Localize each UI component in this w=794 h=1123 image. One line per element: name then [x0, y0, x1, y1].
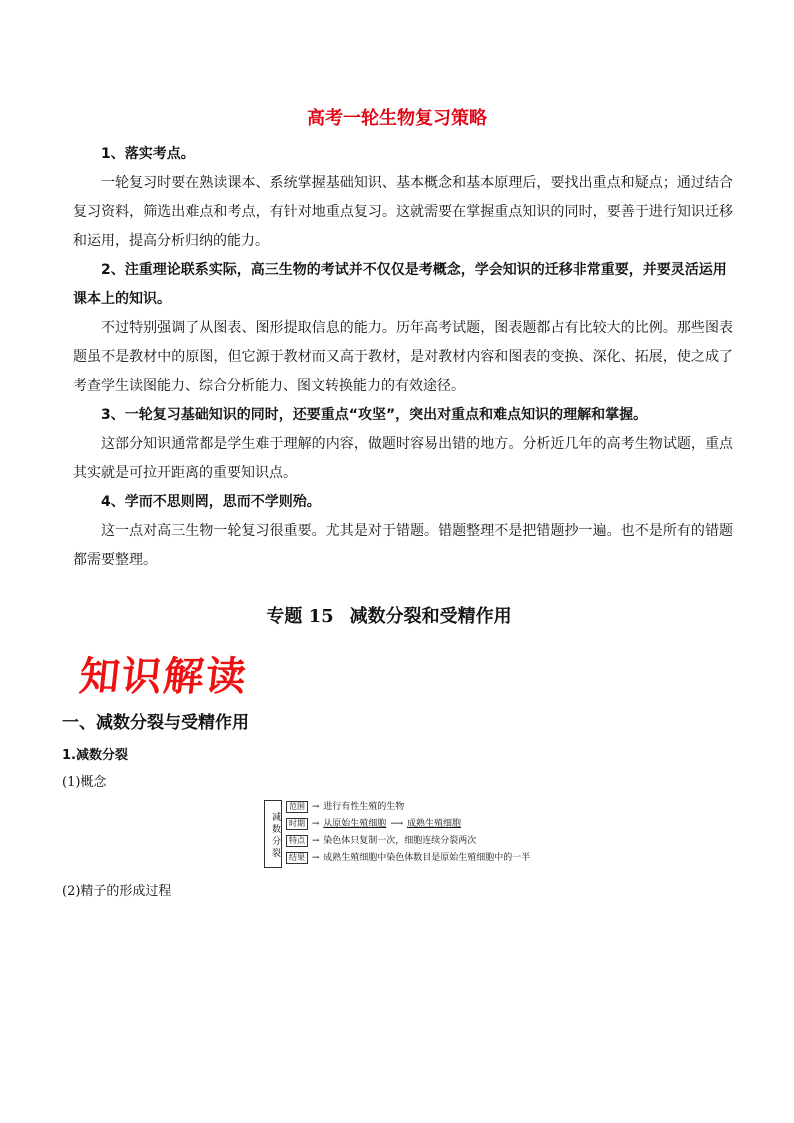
diagram-text: 从原始生殖细胞 — [323, 819, 387, 829]
topic-number: 专题 15 — [266, 606, 334, 627]
strategy-paragraph-2: 不过特别强调了从图表、图形提取信息的能力。历年高考试题，图表题都占有比较大的比例。那些图表题虽不是教材中的原图，但它源于教材而又高于教材，是对教材内容和图表的变换、深化、拓展，使之成了考查学生读图能力、综合分析能力、图文转换能力的有效途径。 — [73, 320, 733, 394]
sperm-formation-item: (2)精子的形成过程 — [62, 884, 172, 899]
strategy-paragraph-3: 这部分知识通常都是学生难于理解的内容，做题时容易出错的地方。分析近几年的高考生物试题，重点其实就是可拉开距离的重要知识点。 — [73, 436, 733, 481]
diagram-text: 染色体只复制一次，细胞连续分裂两次 — [323, 836, 477, 846]
diagram-text: 成熟生殖细胞 — [406, 819, 461, 829]
topic-name: 减数分裂和受精作用 — [349, 606, 512, 627]
strategy-section — [73, 140, 733, 575]
meiosis-concept-diagram — [264, 800, 534, 870]
diagram-row-scope — [286, 800, 404, 816]
strategy-heading-3: 3、一轮复习基础知识的同时，还要重点“攻坚”，突出对重点和难点知识的理解和掌握。 — [101, 407, 648, 423]
diagram-text: 成熟生殖细胞中染色体数目是原始生殖细胞中的一半 — [323, 853, 531, 863]
page-title: 高考一轮生物复习策略 — [307, 108, 487, 129]
diagram-root-box: 减数分裂 — [264, 800, 282, 868]
diagram-label: 结果 — [286, 852, 308, 864]
strategy-heading-4: 4、学而不思则罔，思而不学则殆。 — [101, 494, 321, 510]
section-heading: 一、减数分裂与受精作用 — [62, 713, 249, 733]
strategy-paragraph-1: 一轮复习时要在熟读课本、系统掌握基础知识、基本概念和基本原理后，要找出重点和疑点；通过结合复习资料，筛选出难点和考点，有针对地重点复习。这就需要在掌握重点知识的同时，要善于进行知识迁移和运用，提高分析归纳的能力。 — [73, 175, 733, 249]
diagram-label: 特点 — [286, 835, 308, 847]
diagram-row-period — [286, 817, 461, 833]
arrow-icon: → — [311, 853, 320, 863]
diagram-row-feature — [286, 834, 476, 850]
subsection-heading: 1.减数分裂 — [62, 748, 128, 763]
arrow-icon: → — [311, 836, 320, 846]
diagram-row-result — [286, 851, 530, 867]
diagram-label: 范围 — [286, 801, 308, 813]
diagram-label: 时期 — [286, 818, 308, 830]
knowledge-banner: 知识解读 — [77, 653, 251, 700]
arrow-icon: → — [311, 802, 320, 812]
long-arrow-icon: ⟶ — [390, 819, 404, 829]
topic-title — [0, 602, 794, 628]
strategy-paragraph-4: 这一点对高三生物一轮复习很重要。尤其是对于错题。错题整理不是把错题抄一遍。也不是所有的错题都需要整理。 — [73, 523, 733, 568]
strategy-heading-2: 2、注重理论联系实际，高三生物的考试并不仅仅是考概念，学会知识的迁移非常重要，并要灵活运用课本上的知识。 — [73, 262, 727, 307]
diagram-text: 进行有性生殖的生物 — [323, 802, 405, 812]
arrow-icon: → — [311, 819, 320, 829]
strategy-heading-1: 1、落实考点。 — [101, 146, 195, 162]
concept-item: (1)概念 — [62, 775, 107, 790]
